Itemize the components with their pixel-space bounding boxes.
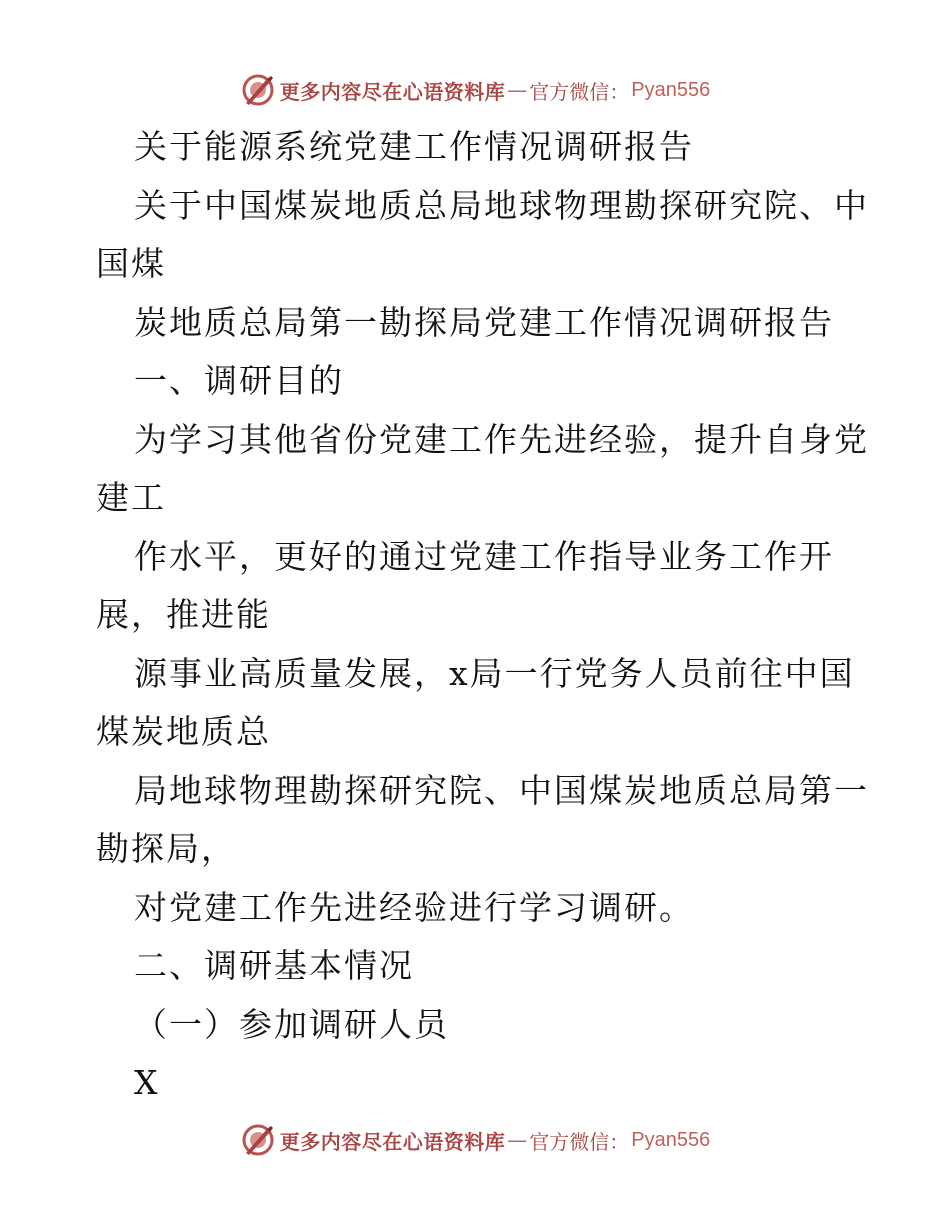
pen-logo-icon xyxy=(240,1122,276,1158)
text-line: 为学习其他省份党建工作先进经验，提升自身党 xyxy=(134,419,869,459)
text-line: X xyxy=(134,1063,160,1102)
text-line: 煤炭地质总 xyxy=(96,712,271,751)
watermark-wechat-id: Pyan556 xyxy=(631,1128,711,1151)
document-title: 关于能源系统党建工作情况调研报告 xyxy=(134,127,694,166)
watermark-footer xyxy=(0,1120,950,1160)
document-body xyxy=(0,118,950,1113)
watermark-text: 更多内容尽在心语资料库 xyxy=(279,1129,506,1154)
subsection-heading: （一）参加调研人员 xyxy=(134,1004,449,1044)
text-line: 关于中国煤炭地质总局地球物理勘探研究院、中 xyxy=(134,185,869,225)
watermark-wechat-label: 官方微信： xyxy=(529,1129,630,1154)
text-line: 炭地质总局第一勘探局党建工作情况调研报告 xyxy=(134,302,834,342)
text-line: 国煤 xyxy=(96,244,166,283)
text-line: 作水平，更好的通过党建工作指导业务工作开 xyxy=(134,536,834,576)
watermark-header xyxy=(0,70,950,110)
watermark-wechat-label: 官方微信： xyxy=(529,79,630,104)
text-line: 展，推进能 xyxy=(96,595,271,634)
text-line: 局地球物理勘探研究院、中国煤炭地质总局第一 xyxy=(134,770,869,810)
text-line: 勘探局， xyxy=(96,829,236,868)
text-line: 建工 xyxy=(96,478,166,517)
text-line: 对党建工作先进经验进行学习调研。 xyxy=(134,887,694,927)
section-heading: 一、调研目的 xyxy=(134,361,344,400)
watermark-wechat-id: Pyan556 xyxy=(631,78,711,101)
text-line: 源事业高质量发展，x局一行党务人员前往中国 xyxy=(134,653,855,693)
watermark-separator: — xyxy=(507,1128,528,1152)
watermark-separator: — xyxy=(507,78,528,102)
watermark-text: 更多内容尽在心语资料库 xyxy=(279,79,506,104)
section-heading: 二、调研基本情况 xyxy=(134,946,414,985)
pen-logo-icon xyxy=(240,72,276,108)
